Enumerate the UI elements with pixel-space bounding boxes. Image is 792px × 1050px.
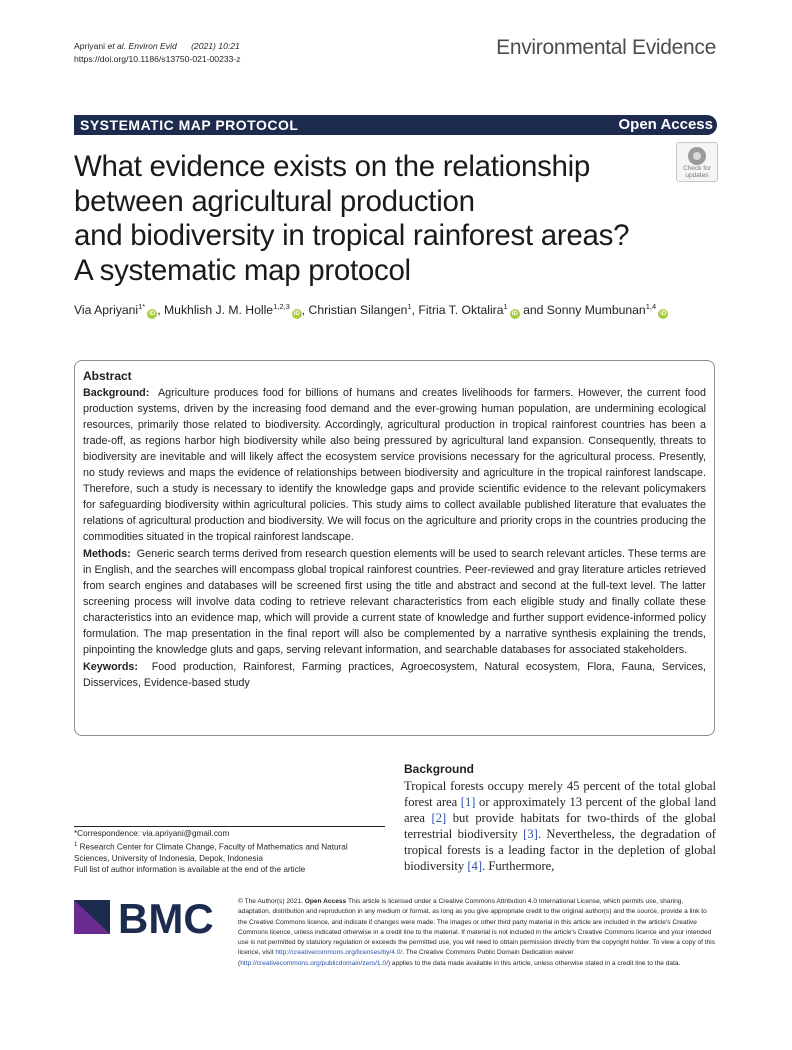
orcid-icon[interactable]: iD: [511, 311, 518, 317]
background-heading: Background: [404, 762, 475, 776]
journal-name: Environmental Evidence: [496, 36, 716, 59]
license-open-access: Open Access: [304, 898, 347, 905]
author-sep: ,: [157, 303, 165, 317]
author-affil: 1,4: [645, 301, 657, 311]
author-sep: ,: [301, 303, 309, 317]
citation-header: [74, 40, 241, 66]
correspondence-footnote: [74, 828, 384, 876]
waiver-link[interactable]: http://creativecommons.org/publicdomain/zero/1.0/: [240, 959, 388, 967]
check-updates-icon: [688, 147, 706, 165]
author-name[interactable]: Sonny Mumbunan: [546, 303, 646, 317]
abstract-methods: [83, 546, 706, 658]
correspondence-email: *Correspondence: via.apriyani@gmail.com: [74, 829, 230, 838]
author-list: [74, 303, 668, 319]
citation-link[interactable]: [1]: [460, 795, 476, 809]
bmc-logo: [74, 897, 234, 937]
title-line: What evidence exists on the relationship: [74, 150, 591, 183]
orcid-icon[interactable]: iD: [293, 311, 300, 317]
bmc-logo-text: BMC: [118, 897, 214, 937]
full-list-note: Full list of author information is available at the end of the article: [74, 865, 306, 875]
orcid-icon[interactable]: iD: [660, 311, 667, 317]
background-paragraph: Tropical forests occupy merely 45 percent of the total global forest area [1] or approximately 13 percent of the global land area [2] but provide habitats for two-thirds of the global terrestrial biodiversity [3]. Nevertheless, the degradation of tropical forests is a leading factor in the depletion of global biodiversity [4]. Furthermore,: [404, 779, 717, 873]
abstract-box: [74, 360, 715, 736]
header-year-vol: (2021) 10:21: [191, 41, 240, 51]
author-affil: 1*: [138, 301, 146, 311]
author-name[interactable]: Christian Silangen: [308, 303, 408, 317]
orcid-icon[interactable]: iD: [149, 311, 156, 317]
author-name[interactable]: Fitria T. Oktalira: [418, 303, 504, 317]
article-title: [74, 150, 674, 288]
background-label: Background:: [83, 387, 150, 399]
title-line: between agricultural production: [74, 184, 475, 218]
license-link[interactable]: http://creativecommons.org/licenses/by/4.0/: [275, 949, 403, 957]
article-type-banner: [74, 115, 717, 135]
author-affil: 1,2,3: [273, 301, 290, 311]
author-affil: 1: [407, 301, 412, 311]
header-journal-abbr: Environ Evid: [128, 41, 177, 51]
author-affil: 1: [503, 301, 508, 311]
author-name[interactable]: Via Apriyani: [74, 303, 139, 317]
title-line: and biodiversity in tropical rainforest areas?: [74, 219, 630, 252]
author-sep: ,: [411, 303, 419, 317]
header-authors: Apriyani: [74, 41, 106, 51]
license-text: © The Author(s) 2021. Open Access This article is licensed under a Creative Commons Attribution 4.0 International License, which permits use, sharing, adaptation, distribution and reproduction in any medium or format, as long as you give appropriate credit to the original author(s) and the source, provide a link to the Creative Commons licence, and indicate if changes were made. The images or other third party material in this article are included in the article's Creative Commons licence, unless indicated otherwise in a credit line to the material. If material is not included in the article's Creative Commons licence and your intended use is not permitted by statutory regulation or exceeds the permitted use, you will need to obtain permission directly from the copyright holder. To view a copy of this licence, visit http://creativecommons.org/licenses/by/4.0/. The Creative Commons Public Domain Dedication waiver (http://creativecommons.org/publicdomain/zero/1.0/) applies to the data made available in this article, unless otherwise stated in a credit line to the data.: [238, 898, 716, 967]
keywords-text: Food production, Rainforest, Farming practices, Agroecosystem, Natural ecosystem, Flora, Fauna, Services, Disservices, Evidence-based study: [83, 661, 706, 689]
author-name[interactable]: Mukhlish J. M. Holle: [164, 303, 274, 317]
methods-label: Methods:: [83, 548, 131, 560]
methods-text: Generic search terms derived from research question elements will be used to search relevant articles. These terms are in English, and the searches will encompass global tropical rainforest countries. Peer-reviewed and gray literature articles retrieved from search engines and databases will be screened first using the title and abstract and second at the full-text level. The latter screening process will involve data coding to retrieve relevant characteristics from each eligible study and finally collate these characteristics into an evidence map, which will provide a current state of knowledge and further support evidence-informed policy formulation. The map presentation in the final report will also be complemented by a narrative synthesis explaining the trends, pinpointing the knowledge gluts and gaps, serving relevant information, and searchable databases for associated stakeholders.: [83, 548, 706, 656]
header-doi[interactable]: https://doi.org/10.1186/s13750-021-00233-z: [74, 54, 241, 64]
author-sep: and: [519, 303, 547, 317]
background-text: Agriculture produces food for billions of humans and creates livelihoods for farmers. However, the current food production systems, driven by the increasing food demand and the ever-growing human population, are undermining ecological resources, primarily those related to biodiversity. Accordingly, agricultural production in tropical rainforest countries has been a trade-off, as regions harbor high biodiversity while also being pressured by agricultural land expansion. Consequently, threats to biodiversity are inevitable and will likely affect the ecosystem service provisions necessary for the agricultural process. Presently, no study reviews and maps the evidence of relationships between biodiversity and agriculture in the tropical rainforest landscape. Therefore, such a study is necessary to identify the knowledge gaps and provide scientific evidence to the relevant policymakers for safeguarding biodiversity within agricultural policies. This study aims to collect available published literature that evaluates the relations of agricultural production and biodiversity. We will focus on the agriculture and priority crops in the countries producing the commodities situated in the tropical rainforest landscape.: [83, 387, 706, 543]
title-line: A systematic map protocol: [74, 253, 411, 287]
background-section: [404, 762, 716, 874]
check-for-updates-button[interactable]: [676, 142, 718, 182]
citation-link[interactable]: [2]: [431, 811, 447, 825]
abstract-keywords: [83, 659, 706, 691]
footnote-divider: [74, 826, 385, 827]
open-access-label: Open Access: [618, 116, 713, 133]
check-updates-label: Check for updates: [683, 165, 711, 179]
article-type: SYSTEMATIC MAP PROTOCOL: [80, 117, 299, 133]
abstract-heading: Abstract: [83, 369, 132, 383]
header-etal: et al.: [107, 41, 127, 51]
abstract-background: [83, 385, 706, 545]
keywords-label: Keywords:: [83, 661, 138, 673]
citation-link[interactable]: [4]: [467, 859, 483, 873]
affiliation-note: $^1$ Research Center for Climate Change, Faculty of Mathematics and Natural Sciences, University of Indonesia, Depok, Indonesia: [74, 841, 348, 863]
citation-link[interactable]: [3]: [523, 827, 538, 841]
